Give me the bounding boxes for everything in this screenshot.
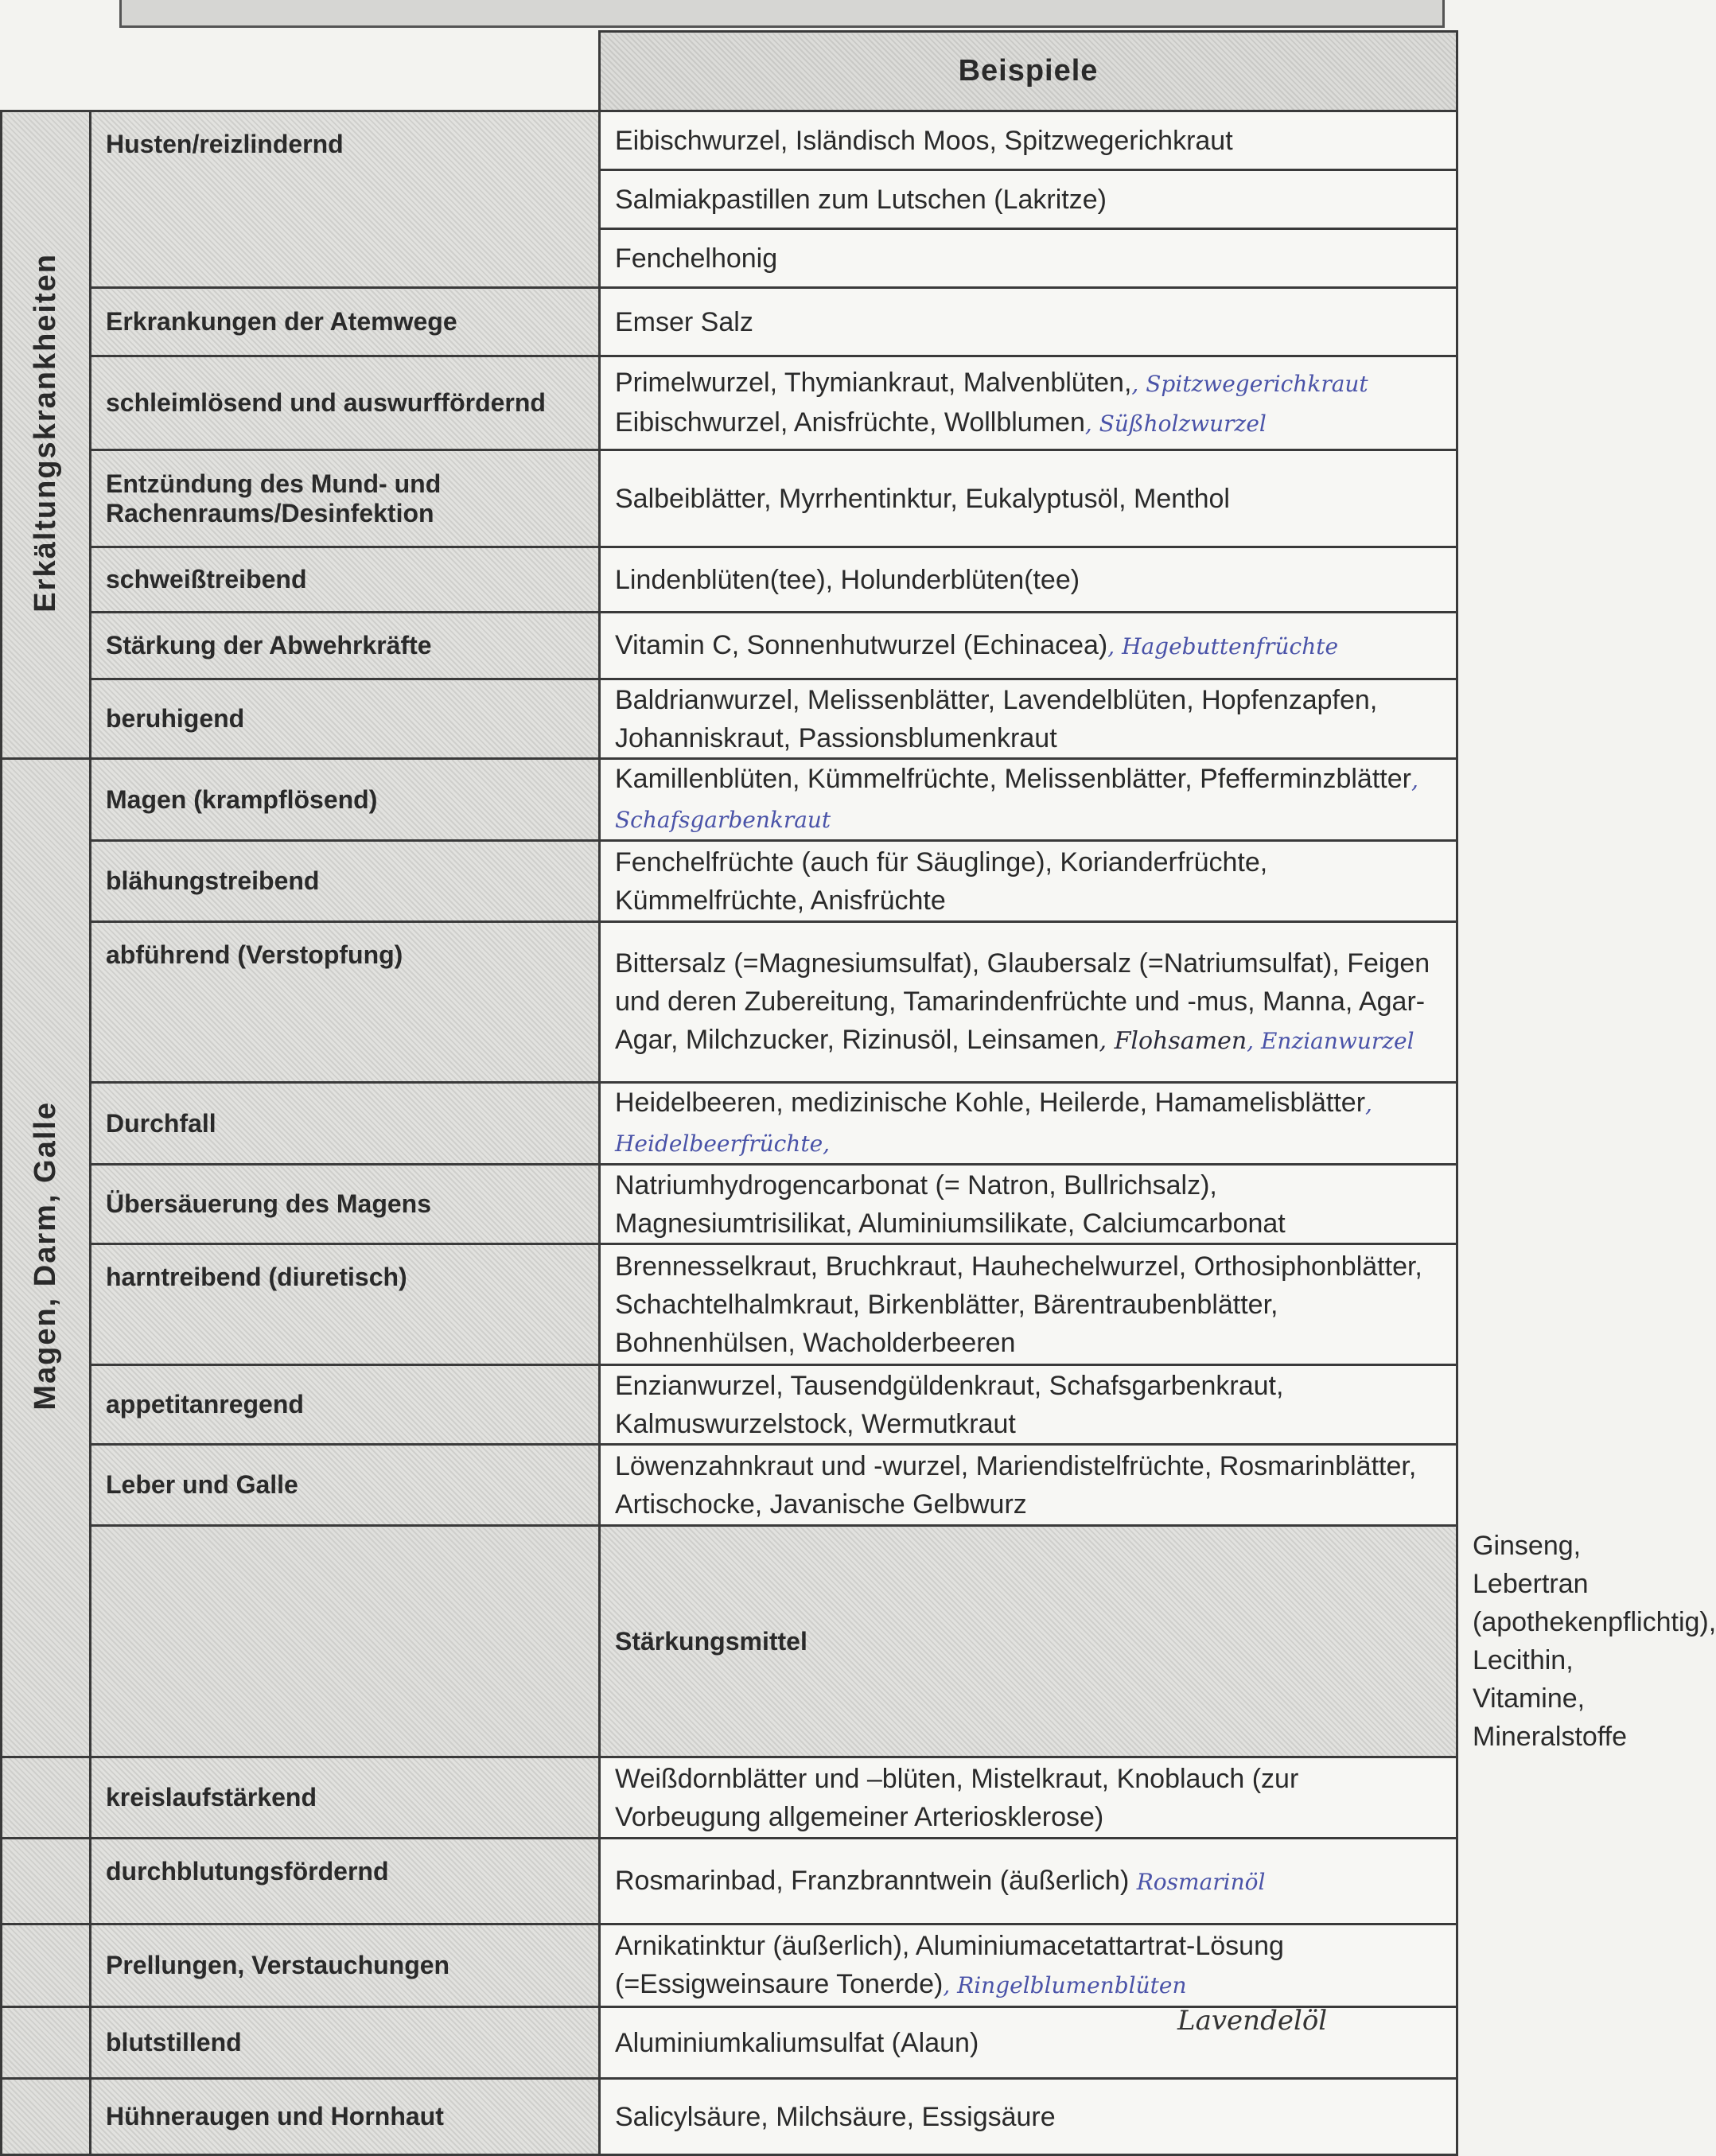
examples-cell: Fenchelfrüchte (auch für Säuglinge), Korianderfrüchte, Kümmelfrüchte, Anisfrüchte: [600, 841, 1457, 922]
handwritten-bottom-note: Lavendelöl: [1177, 2005, 1328, 2037]
examples-cell: [600, 1924, 1457, 2007]
table-row: [2, 450, 1457, 547]
indication-cell: Husten/reizlindernd: [91, 111, 600, 288]
examples-cell: Salbeiblätter, Myrrhentinktur, Eukalyptusöl, Menthol: [600, 450, 1457, 547]
examples-cell: [600, 759, 1457, 841]
indication-cell: kreislaufstärkend: [91, 1757, 600, 1839]
category-empty: [2, 1839, 91, 1924]
indication-cell: Magen (krampflösend): [91, 759, 600, 841]
category-empty: [2, 1757, 91, 1839]
examples-text: Eibischwurzel, Anisfrüchte, Wollblumen: [615, 407, 1085, 438]
table-row: Stärkungsmittel Ginseng, Lebertran (apothekenpflichtig), Lecithin, Vitamine, Mineralstoffe: [2, 1526, 1457, 1757]
indication-cell: Entzündung des Mund- und Rachenraums/Desinfektion: [91, 450, 600, 547]
indication-cell: schleimlösend und auswurffördernd: [91, 356, 600, 450]
examples-cell: [600, 1083, 1457, 1165]
indication-cell: harntreibend (diuretisch): [91, 1244, 600, 1365]
handwritten-note: Rosmarinöl: [1136, 1868, 1266, 1895]
category-empty: [2, 1924, 91, 2007]
indication-cell: Stärkung der Abwehrkräfte: [91, 613, 600, 679]
handwritten-note: , Spitzwegerichkraut: [1131, 370, 1368, 397]
table-row: [2, 2079, 1457, 2155]
examples-text: Vitamin C, Sonnenhutwurzel (Echinacea): [615, 629, 1108, 660]
table-header-row: [2, 32, 1457, 111]
examples-cell: Brennesselkraut, Bruchkraut, Hauhechelwurzel, Orthosiphonblätter, Schachtelhalmkraut, Birkenblätter, Bärentraubenblätter, Bohnenhülsen, Wacholderbeeren: [600, 1244, 1457, 1365]
examples-cell: Löwenzahnkraut und -wurzel, Mariendistelfrüchte, Rosmarinblätter, Artischocke, Javanische Gelbwurz: [600, 1445, 1457, 1526]
examples-cell: Salmiakpastillen zum Lutschen (Lakritze): [600, 170, 1457, 229]
table-row: [2, 356, 1457, 450]
table-row: [2, 1839, 1457, 1924]
examples-cell: Natriumhydrogencarbonat (= Natron, Bullrichsalz), Magnesiumtrisilikat, Aluminiumsilikate, Calciumcarbonat: [600, 1165, 1457, 1244]
examples-cell: Weißdornblätter und –blüten, Mistelkraut, Knoblauch (zur Vorbeugung allgemeiner Arteriosklerose): [600, 1757, 1457, 1839]
handwritten-note: , Süßholzwurzel: [1084, 410, 1267, 437]
indication-cell: Erkrankungen der Atemwege: [91, 288, 600, 356]
table-row: [2, 288, 1457, 356]
table-row: [2, 547, 1457, 613]
examples-cell: Enzianwurzel, Tausendgüldenkraut, Schafsgarbenkraut, Kalmuswurzelstock, Wermutkraut: [600, 1365, 1457, 1445]
examples-text: Arnikatinktur (äußerlich), Aluminiumacetattartrat-Lösung (=Essigweinsaure Tonerde): [615, 1930, 1284, 1999]
examples-cell: Eibischwurzel, Isländisch Moos, Spitzwegerichkraut: [600, 111, 1457, 170]
category-empty: [2, 2079, 91, 2155]
examples-cell: Lindenblüten(tee), Holunderblüten(tee): [600, 547, 1457, 613]
examples-text: Primelwurzel, Thymiankraut, Malvenblüten,: [615, 367, 1132, 398]
examples-text: Heidelbeeren, medizinische Kohle, Heilerde, Hamamelisblätter: [615, 1088, 1366, 1118]
indication-cell: blutstillend: [91, 2007, 600, 2079]
top-edge-strip: [119, 0, 1445, 28]
examples-cell: [600, 922, 1457, 1083]
table-row: [2, 1083, 1457, 1165]
examples-text: Rosmarinbad, Franzbranntwein (äußerlich): [615, 1865, 1130, 1896]
handwritten-note: , Ringelblumenblüten: [943, 1971, 1187, 1998]
table-row: [2, 1445, 1457, 1526]
category-empty: [91, 1526, 600, 1757]
category-empty: [2, 2007, 91, 2079]
table-row: [2, 1757, 1457, 1839]
indication-cell: Stärkungsmittel: [600, 1526, 1457, 1757]
indication-cell: schweißtreibend: [91, 547, 600, 613]
examples-cell: Baldrianwurzel, Melissenblätter, Lavendelblüten, Hopfenzapfen, Johanniskraut, Passionsblumenkraut: [600, 679, 1457, 759]
examples-cell: Emser Salz: [600, 288, 1457, 356]
table-row: [2, 1365, 1457, 1445]
table-row: [2, 679, 1457, 759]
examples-text: Kamillenblüten, Kümmelfrüchte, Melissenblätter, Pfefferminzblätter: [615, 764, 1411, 794]
examples-cell: [600, 613, 1457, 679]
indication-cell: Leber und Galle: [91, 1445, 600, 1526]
indication-cell: durchblutungsfördernd: [91, 1839, 600, 1924]
examples-cell: [600, 356, 1457, 450]
indication-cell: abführend (Verstopfung): [91, 922, 600, 1083]
handwritten-note: , Flohsamen: [1099, 1026, 1247, 1055]
category-digestive: [2, 759, 91, 1757]
remedies-table: [0, 30, 1716, 2156]
category-label: Magen, Darm, Galle: [29, 1101, 62, 1411]
table-row: [2, 922, 1457, 1083]
header-empty-cell: [2, 32, 600, 111]
examples-column-header: Beispiele: [600, 32, 1457, 111]
examples-cell: Aluminiumkaliumsulfat (Alaun): [600, 2007, 1457, 2079]
indication-cell: Übersäuerung des Magens: [91, 1165, 600, 1244]
category-cold: [2, 111, 91, 759]
handwritten-note: , Enzianwurzel: [1247, 1027, 1414, 1054]
indication-cell: Durchfall: [91, 1083, 600, 1165]
handwritten-note: , Heidelbeerfrüchte,: [615, 1091, 1372, 1157]
indication-cell: Prellungen, Verstauchungen: [91, 1924, 600, 2007]
table-row: [2, 111, 1457, 170]
table-row: [2, 1244, 1457, 1365]
handwritten-note: , Schafsgarbenkraut: [615, 767, 1418, 833]
examples-cell: Salicylsäure, Milchsäure, Essigsäure: [600, 2079, 1457, 2155]
handwritten-note: , Hagebuttenfrüchte: [1107, 632, 1339, 660]
indication-cell: blähungstreibend: [91, 841, 600, 922]
examples-cell: [600, 1839, 1457, 1924]
examples-text: Bittersalz (=Magnesiumsulfat), Glaubersalz (=Natriumsulfat), Feigen und deren Zubereitung, Tamarindenfrüchte und -mus, Manna, Agar-Agar, Milchzucker, Rizinusöl, Leinsamen: [615, 948, 1430, 1055]
table-row: [2, 841, 1457, 922]
examples-cell: Fenchelhonig: [600, 229, 1457, 288]
table-row: [2, 1924, 1457, 2007]
indication-cell: beruhigend: [91, 679, 600, 759]
category-label: Erkältungskrankheiten: [29, 253, 62, 613]
table-row: [2, 1165, 1457, 1244]
indication-cell: Hühneraugen und Hornhaut: [91, 2079, 600, 2155]
table-row: [2, 613, 1457, 679]
table-row: [2, 759, 1457, 841]
indication-cell: appetitanregend: [91, 1365, 600, 1445]
